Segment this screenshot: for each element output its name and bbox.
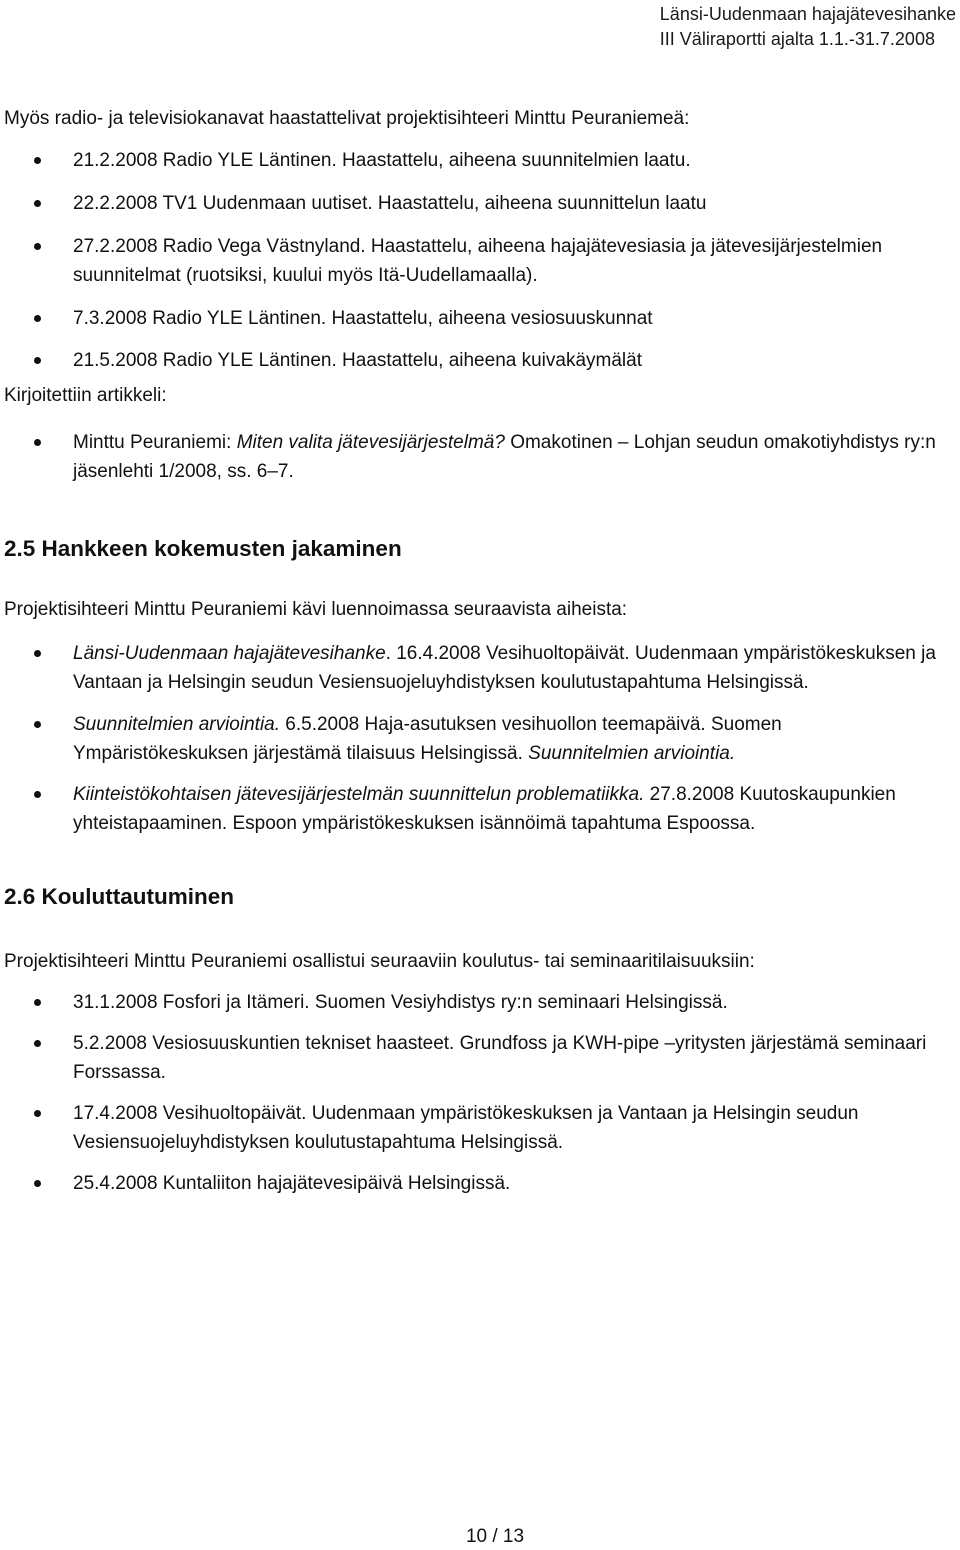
list-item: 21.5.2008 Radio YLE Läntinen. Haastattelu, aiheena kuivakäymälät: [4, 346, 944, 375]
article-source: Omakotinen – Lohjan seudun omakotiyhdistys ry:n jäsenlehti 1/2008, ss. 6–7.: [73, 432, 936, 482]
article-title: Miten valita jätevesijärjestelmä?: [236, 432, 505, 453]
list-item: 25.4.2008 Kuntaliiton hajajätevesipäivä Helsingissä.: [4, 1169, 944, 1198]
list-item: [4, 639, 944, 697]
list-item: [4, 428, 944, 486]
bullet-icon: [34, 721, 41, 728]
training-list: [4, 988, 944, 1198]
list-item: 17.4.2008 Vesihuoltopäivät. Uudenmaan ympäristökeskuksen ja Vantaan ja Helsingin seudun Vesiensuojeluyhdistyksen koulutustapahtuma Helsingissä.: [4, 1099, 944, 1157]
list-item: 27.2.2008 Radio Vega Västnyland. Haastattelu, aiheena hajajätevesiasia ja jätevesijärjestelmien suunnitelmat (ruotsiksi, kuului myös Itä-Uudellamaalla).: [4, 232, 944, 290]
bullet-icon: [34, 439, 41, 446]
list-item: [4, 710, 944, 768]
bullet-icon: [34, 999, 41, 1006]
lecture-title: Kiinteistökohtaisen jätevesijärjestelmän suunnittelun problematiikka.: [73, 784, 645, 805]
lecture-details: 6.5.2008 Haja-asutuksen vesihuollon teemapäivä. Suomen Ympäristökeskuksen järjestämä tilaisuus Helsingissä.: [73, 714, 782, 764]
list-item: 22.2.2008 TV1 Uudenmaan uutiset. Haastattelu, aiheena suunnittelun laatu: [4, 189, 944, 218]
lecture-list: [4, 639, 944, 838]
header-project-title: Länsi-Uudenmaan hajajätevesihanke: [659, 4, 956, 24]
list-item: 21.2.2008 Radio YLE Läntinen. Haastattelu, aiheena suunnitelmien laatu.: [4, 146, 944, 175]
page-header: [660, 2, 956, 52]
bullet-icon: [34, 1110, 41, 1117]
list-item: [4, 780, 944, 838]
lecture-details: 27.8.2008 Kuutoskaupunkien yhteistapaaminen. Espoon ympäristökeskuksen isännöimä tapahtuma Espoossa.: [73, 784, 896, 834]
bullet-icon: [34, 157, 41, 164]
media-intro: Myös radio- ja televisiokanavat haastattelivat projektisihteeri Minttu Peuraniemeä:: [4, 108, 690, 129]
bullet-icon: [34, 315, 41, 322]
page-number: 10 / 13: [465, 1526, 525, 1547]
list-item: 7.3.2008 Radio YLE Läntinen. Haastattelu, aiheena vesiosuuskunnat: [4, 304, 944, 333]
lecture-title: Suunnitelmien arviointia.: [73, 714, 281, 735]
bullet-icon: [34, 650, 41, 657]
section-heading: 2.6 Kouluttautuminen: [4, 884, 234, 909]
lecture-title: Länsi-Uudenmaan hajajätevesihanke: [73, 643, 386, 664]
section-heading: 2.5 Hankkeen kokemusten jakaminen: [4, 536, 402, 561]
bullet-icon: [34, 243, 41, 250]
article-author: Minttu Peuraniemi:: [73, 432, 237, 453]
list-item: 5.2.2008 Vesiosuuskuntien tekniset haasteet. Grundfoss ja KWH-pipe –yritysten järjestämä seminaari Forssassa.: [4, 1029, 944, 1087]
bullet-icon: [34, 1180, 41, 1187]
article-list: [4, 428, 944, 486]
bullet-icon: [34, 791, 41, 798]
list-item: 31.1.2008 Fosfori ja Itämeri. Suomen Vesiyhdistys ry:n seminaari Helsingissä.: [4, 988, 944, 1017]
section25-intro: Projektisihteeri Minttu Peuraniemi kävi luennoimassa seuraavista aiheista:: [4, 599, 628, 620]
header-report-title: III Väliraportti ajalta 1.1.-31.7.2008: [659, 29, 935, 49]
bullet-icon: [34, 200, 41, 207]
lecture-title: Suunnitelmien arviointia.: [528, 743, 736, 764]
bullet-icon: [34, 1040, 41, 1047]
document-body: [4, 104, 944, 1198]
bullet-icon: [34, 357, 41, 364]
section26-intro: Projektisihteeri Minttu Peuraniemi osallistui seuraaviin koulutus- tai seminaaritilaisuuksiin:: [4, 951, 755, 972]
lecture-details: . 16.4.2008 Vesihuoltopäivät. Uudenmaan ympäristökeskuksen ja Vantaan ja Helsingin seudun Vesiensuojeluyhdistyksen koulutustapahtuma Helsingissä.: [73, 643, 936, 693]
media-list: [4, 146, 944, 375]
articles-intro: Kirjoitettiin artikkeli:: [4, 385, 167, 406]
